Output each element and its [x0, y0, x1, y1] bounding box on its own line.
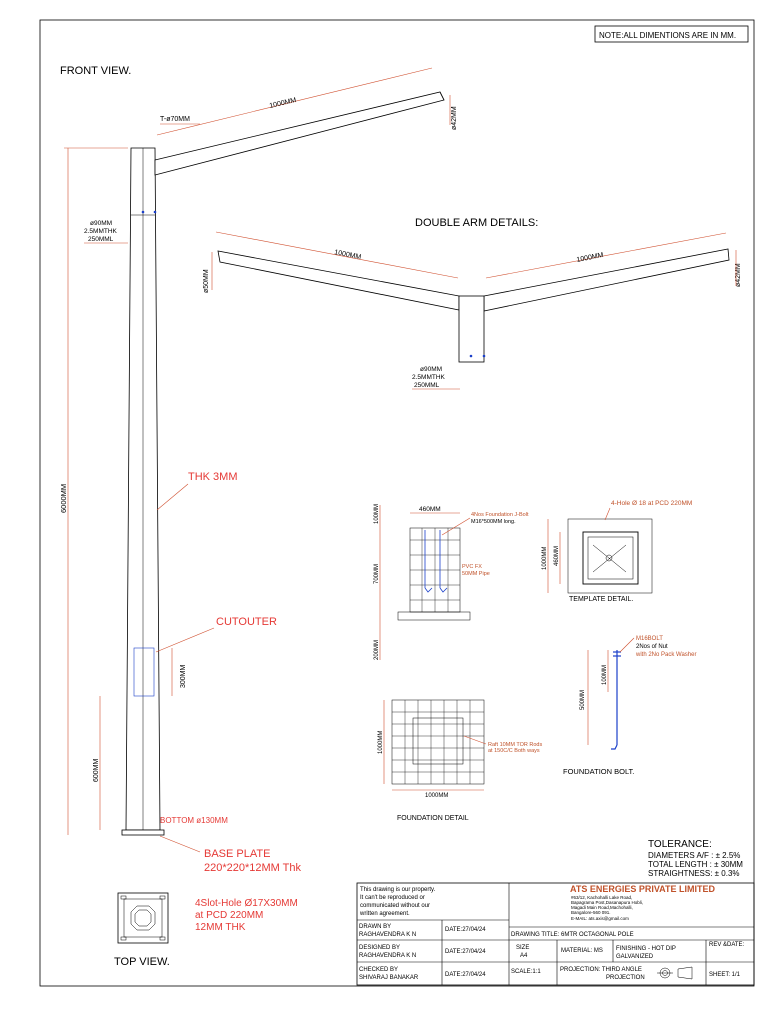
pole — [122, 148, 164, 835]
finishing-1: FINISHING - HOT DIP — [616, 946, 676, 952]
bolt-label-3: with 2No Pack Washer — [636, 652, 697, 658]
found-jbolt-1: 4Nos Foundation J-Bolt — [471, 512, 529, 518]
designed-label: DESIGNED BY — [359, 945, 401, 951]
sleeve-dia-label: ø90MM — [90, 220, 113, 227]
height-label: 6000MM — [59, 483, 68, 513]
designed-date: DATE:27/04/24 — [445, 949, 486, 955]
drawing-title: DRAWING TITLE: 6MTR OCTAGONAL POLE — [511, 932, 634, 938]
drawn-date: DATE:27/04/24 — [445, 927, 486, 933]
double-right-dia: ø42MM — [735, 263, 742, 287]
designed-name: RAGHAVENDRA K N — [359, 953, 417, 959]
found-pvc-1: PVC FX — [462, 564, 482, 570]
template-dim-1000: 1000MM — [542, 546, 548, 570]
company-addr-2: Bapagrama Post,Dasanapura Hobli, — [571, 900, 644, 905]
company-addr-5: E-MAIL: ats.axis@gmail.com — [571, 916, 629, 921]
company-name: ATS ENERGIES PRIVATE LIMITED — [570, 884, 716, 894]
sheet: SHEET: 1/1 — [709, 972, 741, 978]
finishing-2: GALVANIZED — [616, 954, 654, 960]
disclaimer-1: This drawing is our property. — [360, 887, 436, 893]
checked-name: SHIVARAJ BANAKAR — [359, 975, 419, 981]
sleeve-thk-label: 2.5MMTHK — [84, 228, 117, 235]
checked-label: CHECKED BY — [359, 967, 399, 973]
foundation-section — [398, 528, 470, 620]
template-plate — [568, 519, 652, 593]
scale: SCALE:1:1 — [511, 969, 541, 975]
found-dim-100: 100MM — [374, 503, 380, 524]
found-jbolt-2: M16*500MM long. — [471, 519, 516, 525]
base-plate-label-2: 220*220*12MM Thk — [204, 862, 302, 874]
base-plate — [122, 830, 164, 835]
template-title: TEMPLATE DETAIL. — [569, 596, 634, 603]
front-view-title: FRONT VIEW. — [60, 65, 132, 77]
company-addr-1: #63/12, Kachohalli Lake Road, — [571, 895, 633, 900]
raft-grid — [392, 700, 484, 784]
top-view-plate — [118, 893, 168, 943]
top-view-line3: 12MM THK — [195, 922, 246, 933]
found-dim-700: 700MM — [374, 563, 380, 584]
tolerance-length: TOTAL LENGTH : ± 30MM — [648, 860, 743, 869]
projection-2: PROJECTION — [606, 975, 645, 981]
lower-len-label: 600MM — [93, 758, 100, 782]
bolt-label-2: 2Nos of Nut — [636, 644, 668, 650]
double-left-dia: ø50MM — [203, 269, 210, 293]
bolt-dim-100: 100MM — [602, 664, 608, 685]
disclaimer-2: It can't be reproduced or — [360, 895, 425, 901]
disclaimer-4: written agreement. — [360, 911, 410, 917]
disclaimer-3: communicated without our — [360, 903, 431, 909]
company-addr-4: Bangalore-560 091. — [571, 910, 611, 915]
material: MATERIAL: MS — [561, 948, 603, 954]
cutout-len-label: 300MM — [180, 664, 187, 688]
arm-top-dia-label: T-ø70MM — [160, 116, 190, 123]
double-sleeve-dia: ø90MM — [420, 366, 443, 373]
double-sleeve-len: 250MML — [414, 382, 440, 389]
double-arm-title: DOUBLE ARM DETAILS: — [415, 217, 539, 229]
arm-end-dia-label: ø42MM — [451, 106, 458, 130]
found-pvc-2: 50MM Pipe — [462, 571, 490, 577]
bolt-label-1: M16BOLT — [636, 636, 663, 642]
found-width-top: 460MM — [419, 506, 441, 513]
raft-label-2: at 150C/C Both ways — [488, 748, 540, 754]
double-right-len: 1000MM — [576, 251, 605, 264]
thickness-label: THK 3MM — [188, 471, 238, 483]
base-plate-label-1: BASE PLATE — [204, 848, 271, 860]
bottom-dia-label: BOTTOM ø130MM — [160, 816, 228, 825]
rev-label: REV &DATE: — [709, 942, 745, 948]
double-sleeve-thk: 2.5MMTHK — [412, 374, 445, 381]
drawn-label: DRAWN BY — [359, 924, 392, 930]
double-arm — [218, 249, 729, 362]
cutouter-label: CUTOUTER — [216, 616, 277, 628]
double-left-len: 1000MM — [333, 249, 362, 262]
arm-length-label: 1000MM — [268, 97, 297, 110]
bolt-title: FOUNDATION BOLT. — [563, 767, 635, 776]
checked-date: DATE:27/04/24 — [445, 972, 486, 978]
template-hole-label: 4-Hole Ø 18 at PCD 220MM — [611, 500, 693, 507]
tolerance-diameters: DIAMETERS A/F : ± 2.5% — [648, 851, 741, 860]
foundation-detail-title: FOUNDATION DETAIL — [397, 815, 469, 822]
single-arm — [155, 92, 444, 175]
top-view-line1: 4Slot-Hole Ø17X30MM — [195, 898, 298, 909]
raft-width-label: 1000MM — [425, 793, 449, 799]
projection-1: PROJECTION: THIRD ANGLE — [560, 967, 642, 973]
top-view-title: TOP VIEW. — [114, 956, 170, 968]
template-dim-460: 460MM — [554, 545, 560, 566]
top-view-line2: at PCD 220MM — [195, 910, 264, 921]
bolt-dim-500: 500MM — [580, 689, 586, 710]
raft-label-1: Raft 10MM TOR Rods — [488, 742, 543, 748]
foundation-bolt — [611, 650, 621, 749]
sleeve-len-label: 250MML — [88, 236, 114, 243]
note-text: NOTE:ALL DIMENTIONS ARE IN MM. — [599, 31, 737, 40]
tolerance-title: TOLERANCE: — [648, 839, 712, 850]
tolerance-straightness: STRAIGHTNESS: ± 0.3% — [648, 869, 740, 878]
found-dim-200: 200MM — [374, 639, 380, 660]
size-label: SIZE — [516, 945, 530, 951]
projection-symbol-icon — [657, 967, 692, 979]
raft-height-label: 1000MM — [378, 730, 384, 754]
drawn-name: RAGHAVENDRA K N — [359, 932, 417, 938]
size-value: A4 — [520, 953, 528, 959]
company-addr-3: Magadi Main Road,Machohalli, — [571, 905, 633, 910]
